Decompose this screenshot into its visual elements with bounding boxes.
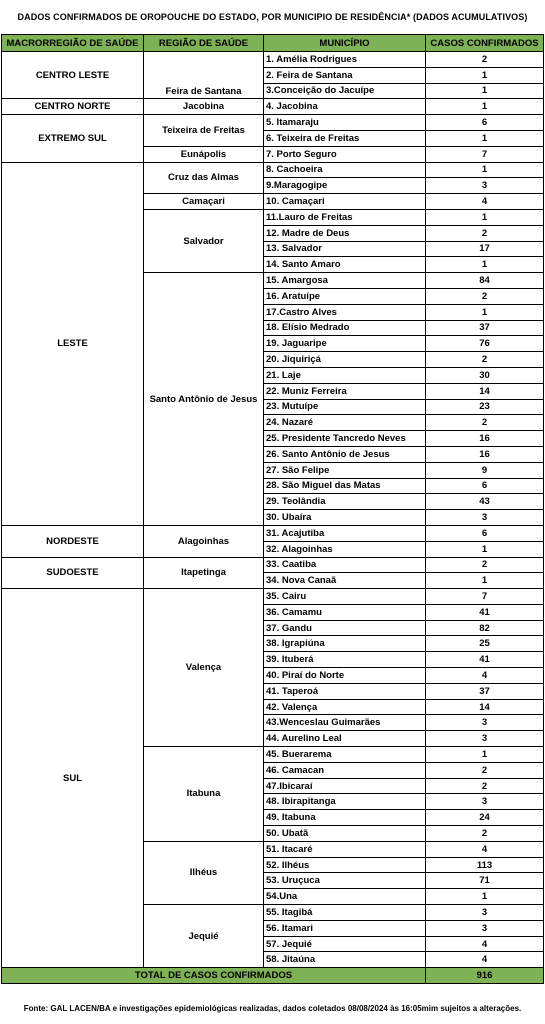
municipality-cell: 27. São Felipe [264, 462, 426, 478]
cases-cell: 1 [426, 747, 544, 763]
table-row [2, 589, 544, 605]
cases-cell: 3 [426, 905, 544, 921]
health-region-cell: Feira de Santana [144, 52, 264, 99]
cases-cell: 1 [426, 67, 544, 83]
cases-cell: 43 [426, 494, 544, 510]
municipality-cell: 17.Castro Alves [264, 304, 426, 320]
cases-cell: 2 [426, 778, 544, 794]
municipality-cell: 6. Teixeira de Freitas [264, 130, 426, 146]
health-region-cell: Jequié [144, 905, 264, 968]
cases-cell: 84 [426, 273, 544, 289]
health-region-cell: Santo Antônio de Jesus [144, 273, 264, 526]
cases-cell: 30 [426, 367, 544, 383]
cases-cell: 1 [426, 889, 544, 905]
table-row [2, 162, 544, 178]
cases-cell: 4 [426, 952, 544, 968]
cases-cell: 14 [426, 699, 544, 715]
municipality-cell: 5. Itamaraju [264, 115, 426, 131]
cases-cell: 3 [426, 178, 544, 194]
cases-cell: 9 [426, 462, 544, 478]
municipality-cell: 55. Itagibá [264, 905, 426, 921]
cases-cell: 1 [426, 83, 544, 99]
header-macro: MACRORREGIÃO DE SAÚDE [2, 35, 144, 52]
municipality-cell: 18. Elísio Medrado [264, 320, 426, 336]
municipality-cell: 47.Ibicaraí [264, 778, 426, 794]
cases-cell: 24 [426, 810, 544, 826]
municipality-cell: 48. Ibirapitanga [264, 794, 426, 810]
municipality-cell: 35. Cairu [264, 589, 426, 605]
municipality-cell: 7. Porto Seguro [264, 146, 426, 162]
health-region-cell: Alagoinhas [144, 525, 264, 557]
municipality-cell: 31. Acajutiba [264, 525, 426, 541]
cases-cell: 41 [426, 604, 544, 620]
municipality-cell: 15. Amargosa [264, 273, 426, 289]
municipality-cell: 33. Caatiba [264, 557, 426, 573]
cases-cell: 16 [426, 446, 544, 462]
cases-cell: 2 [426, 52, 544, 68]
municipality-cell: 58. Jitaúna [264, 952, 426, 968]
cases-cell: 14 [426, 383, 544, 399]
health-region-cell: Jacobina [144, 99, 264, 115]
municipality-cell: 41. Taperoá [264, 683, 426, 699]
header-regiao: REGIÃO DE SAÚDE [144, 35, 264, 52]
municipality-cell: 53. Uruçuca [264, 873, 426, 889]
cases-cell: 76 [426, 336, 544, 352]
macro-region-cell: CENTRO LESTE [2, 52, 144, 99]
municipality-cell: 37. Gandu [264, 620, 426, 636]
cases-cell: 1 [426, 99, 544, 115]
municipality-cell: 16. Aratuípe [264, 288, 426, 304]
cases-cell: 1 [426, 162, 544, 178]
table-body [2, 52, 544, 968]
municipality-cell: 39. Ituberá [264, 652, 426, 668]
municipality-cell: 44. Aurelino Leal [264, 731, 426, 747]
header-municipio: MUNICÍPIO [264, 35, 426, 52]
municipality-cell: 56. Itamari [264, 920, 426, 936]
table-row [2, 52, 544, 68]
health-region-cell: Cruz das Almas [144, 162, 264, 194]
cases-cell: 1 [426, 130, 544, 146]
macro-region-cell: EXTREMO SUL [2, 115, 144, 162]
health-region-cell: Itabuna [144, 747, 264, 842]
municipality-cell: 45. Buerarema [264, 747, 426, 763]
cases-cell: 7 [426, 589, 544, 605]
table-row [2, 525, 544, 541]
municipality-cell: 38. Igrapiúna [264, 636, 426, 652]
cases-cell: 113 [426, 857, 544, 873]
cases-cell: 3 [426, 715, 544, 731]
cases-cell: 4 [426, 668, 544, 684]
cases-cell: 6 [426, 115, 544, 131]
municipality-cell: 52. Ilhéus [264, 857, 426, 873]
cases-cell: 16 [426, 431, 544, 447]
table-row [2, 557, 544, 573]
municipality-cell: 13. Salvador [264, 241, 426, 257]
cases-cell: 25 [426, 636, 544, 652]
municipality-cell: 36. Camamu [264, 604, 426, 620]
cases-cell: 1 [426, 257, 544, 273]
municipality-cell: 46. Camacan [264, 762, 426, 778]
cases-cell: 4 [426, 194, 544, 210]
cases-cell: 3 [426, 920, 544, 936]
source-note: Fonte: GAL LACEN/BA e investigações epidemiológicas realizadas, dados coletados 08/08/2024 às 16:05mim sujeitos a alterações. [23, 1004, 522, 1013]
table-row [2, 115, 544, 131]
municipality-cell: 3.Conceição do Jacuípe [264, 83, 426, 99]
cases-cell: 1 [426, 541, 544, 557]
page-title: DADOS CONFIRMADOS DE OROPOUCHE DO ESTADO, POR MUNICIPIO DE RESIDÊNCIA* (DADOS ACUMULATIVOS) [17, 12, 528, 22]
cases-cell: 2 [426, 352, 544, 368]
municipality-cell: 22. Muniz Ferreira [264, 383, 426, 399]
cases-cell: 6 [426, 478, 544, 494]
cases-cell: 41 [426, 652, 544, 668]
cases-cell: 1 [426, 304, 544, 320]
municipality-cell: 29. Teolândia [264, 494, 426, 510]
municipality-cell: 4. Jacobina [264, 99, 426, 115]
cases-table [1, 34, 544, 984]
macro-region-cell: NORDESTE [2, 525, 144, 557]
cases-cell: 23 [426, 399, 544, 415]
macro-region-cell: CENTRO NORTE [2, 99, 144, 115]
municipality-cell: 51. Itacaré [264, 841, 426, 857]
municipality-cell: 1. Amélia Rodrigues [264, 52, 426, 68]
municipality-cell: 50. Ubatã [264, 826, 426, 842]
cases-cell: 17 [426, 241, 544, 257]
municipality-cell: 42. Valença [264, 699, 426, 715]
health-region-cell: Salvador [144, 209, 264, 272]
cases-cell: 1 [426, 573, 544, 589]
cases-cell: 37 [426, 683, 544, 699]
municipality-cell: 21. Laje [264, 367, 426, 383]
health-region-cell: Teixeira de Freitas [144, 115, 264, 147]
cases-cell: 1 [426, 209, 544, 225]
municipality-cell: 14. Santo Amaro [264, 257, 426, 273]
municipality-cell: 34. Nova Canaã [264, 573, 426, 589]
municipality-cell: 32. Alagoinhas [264, 541, 426, 557]
health-region-cell: Eunápolis [144, 146, 264, 162]
cases-cell: 6 [426, 525, 544, 541]
municipality-cell: 28. São Miguel das Matas [264, 478, 426, 494]
municipality-cell: 2. Feira de Santana [264, 67, 426, 83]
municipality-cell: 24. Nazaré [264, 415, 426, 431]
total-label: TOTAL DE CASOS CONFIRMADOS [2, 968, 426, 984]
cases-cell: 2 [426, 762, 544, 778]
cases-cell: 3 [426, 794, 544, 810]
macro-region-cell: SUDOESTE [2, 557, 144, 589]
total-row [2, 968, 544, 984]
health-region-cell: Ilhéus [144, 841, 264, 904]
municipality-cell: 54.Una [264, 889, 426, 905]
health-region-cell: Itapetinga [144, 557, 264, 589]
municipality-cell: 19. Jaguaripe [264, 336, 426, 352]
cases-cell: 4 [426, 841, 544, 857]
macro-region-cell: LESTE [2, 162, 144, 525]
municipality-cell: 43.Wenceslau Guimarães [264, 715, 426, 731]
cases-cell: 2 [426, 557, 544, 573]
macro-region-cell: SUL [2, 589, 144, 968]
cases-cell: 2 [426, 288, 544, 304]
cases-cell: 82 [426, 620, 544, 636]
total-value: 916 [426, 968, 544, 984]
municipality-cell: 8. Cachoeira [264, 162, 426, 178]
municipality-cell: 10. Camaçari [264, 194, 426, 210]
cases-cell: 7 [426, 146, 544, 162]
municipality-cell: 26. Santo Antônio de Jesus [264, 446, 426, 462]
health-region-cell: Camaçari [144, 194, 264, 210]
table-header-row [2, 35, 544, 52]
cases-cell: 37 [426, 320, 544, 336]
municipality-cell: 40. Piraí do Norte [264, 668, 426, 684]
municipality-cell: 11.Lauro de Freitas [264, 209, 426, 225]
cases-cell: 3 [426, 510, 544, 526]
municipality-cell: 20. Jiquiriçá [264, 352, 426, 368]
municipality-cell: 23. Mutuípe [264, 399, 426, 415]
cases-cell: 2 [426, 415, 544, 431]
cases-cell: 3 [426, 731, 544, 747]
municipality-cell: 25. Presidente Tancredo Neves [264, 431, 426, 447]
header-casos: CASOS CONFIRMADOS [426, 35, 544, 52]
health-region-cell: Valença [144, 589, 264, 747]
cases-cell: 2 [426, 225, 544, 241]
municipality-cell: 57. Jequié [264, 936, 426, 952]
municipality-cell: 30. Ubaíra [264, 510, 426, 526]
table-row [2, 99, 544, 115]
municipality-cell: 9.Maragogipe [264, 178, 426, 194]
municipality-cell: 49. Itabuna [264, 810, 426, 826]
cases-cell: 71 [426, 873, 544, 889]
cases-cell: 2 [426, 826, 544, 842]
cases-cell: 4 [426, 936, 544, 952]
municipality-cell: 12. Madre de Deus [264, 225, 426, 241]
